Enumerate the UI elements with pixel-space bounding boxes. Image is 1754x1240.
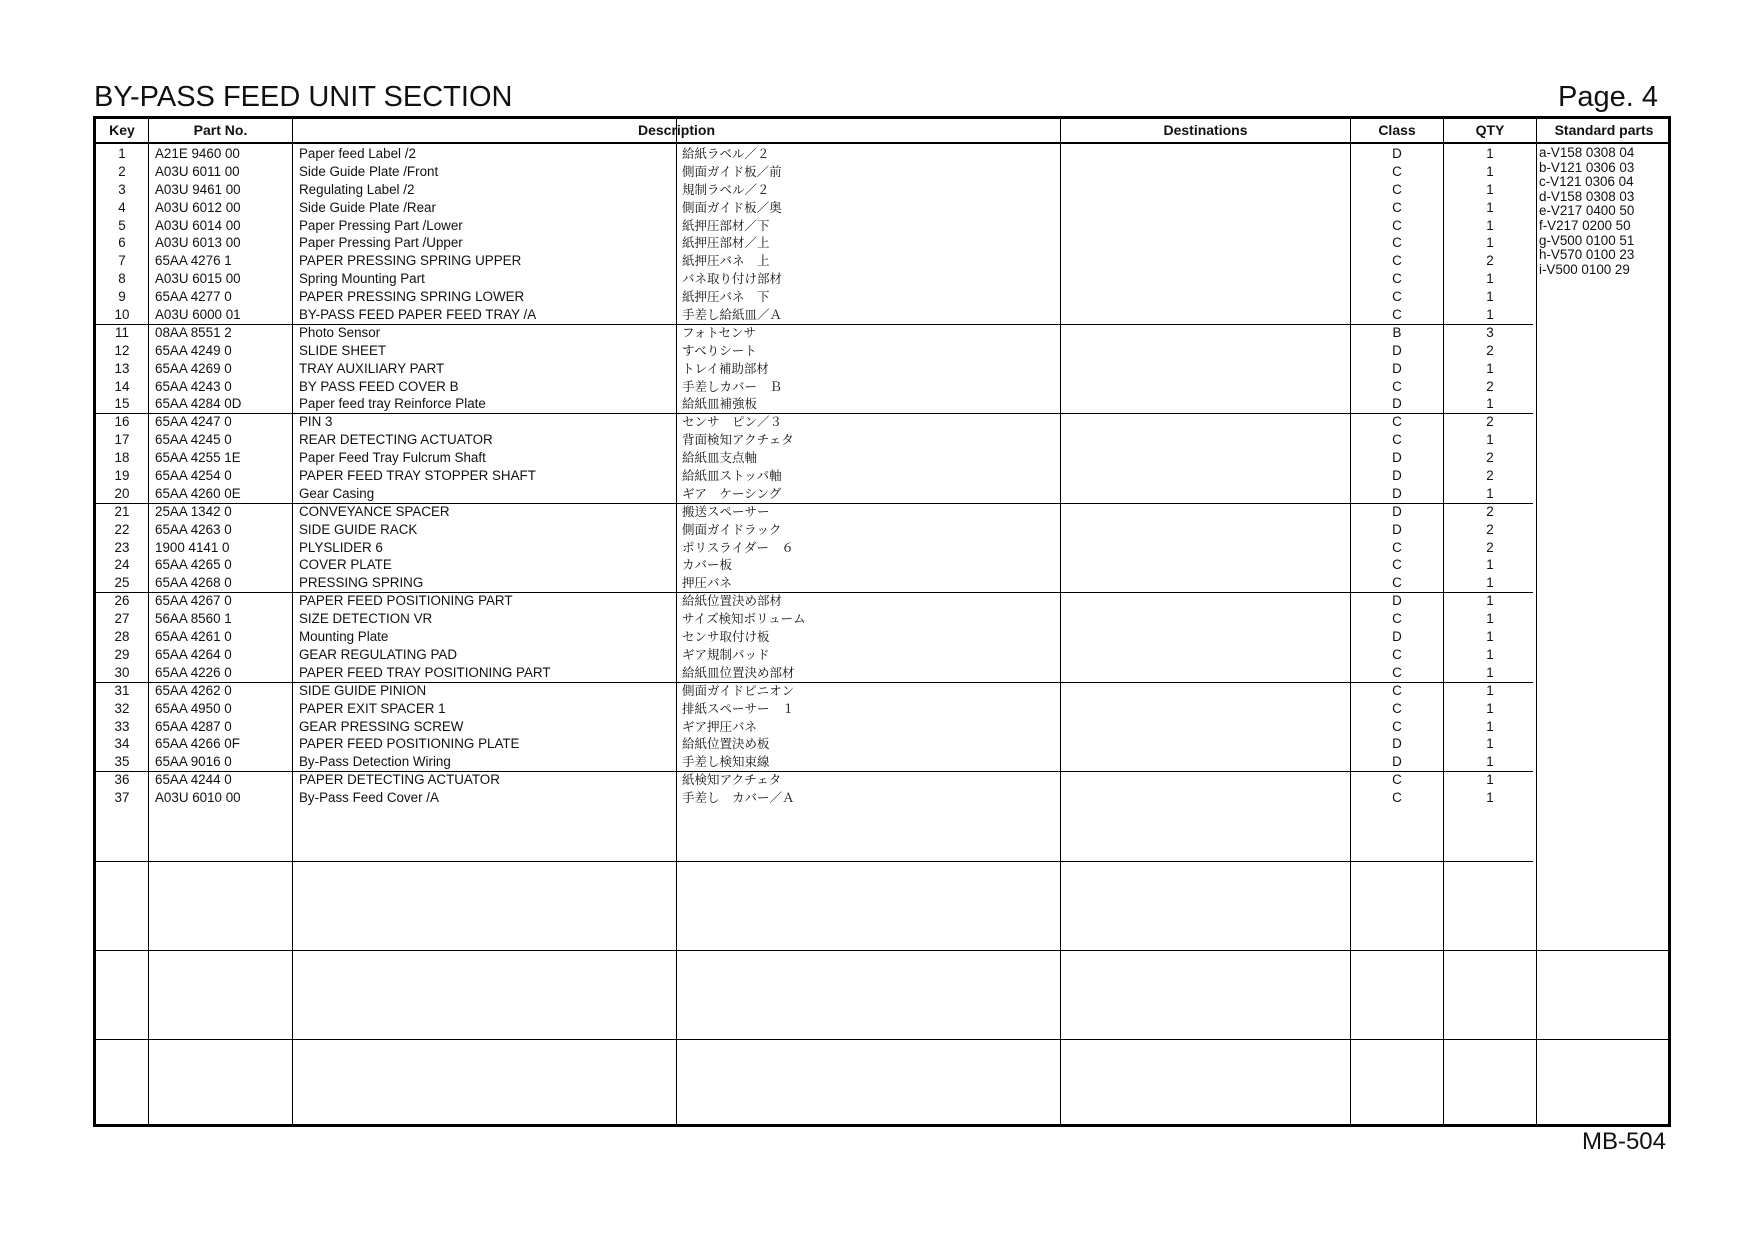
table-row <box>96 700 1533 718</box>
table-row <box>96 789 1533 807</box>
class-cell: C <box>1392 307 1402 323</box>
class-cell: B <box>1392 324 1402 340</box>
table-row <box>96 574 1533 592</box>
standard-part-item: a-V158 0308 04 <box>1539 145 1635 160</box>
description-cell: By-Pass Detection Wiring <box>299 754 451 770</box>
class-cell: D <box>1392 629 1402 645</box>
part-number-cell: 65AA 4276 1 <box>155 253 232 269</box>
key-cell: 16 <box>114 414 130 430</box>
table-row <box>96 735 1533 753</box>
standard-part-item: e-V217 0400 50 <box>1539 203 1635 219</box>
description-jp-cell: 給紙位置決め部材 <box>682 593 783 609</box>
key-cell: 26 <box>114 593 130 609</box>
qty-cell: 2 <box>1486 378 1494 394</box>
class-cell: D <box>1392 485 1402 501</box>
qty-cell: 1 <box>1486 629 1494 645</box>
part-number-cell: 1900 4141 0 <box>155 539 230 555</box>
standard-part-item: c-V121 0306 04 <box>1539 174 1634 190</box>
qty-cell: 1 <box>1486 611 1494 627</box>
qty-cell: 1 <box>1486 163 1494 179</box>
description-cell: PAPER PRESSING SPRING UPPER <box>299 253 522 269</box>
description-cell: SIDE GUIDE RACK <box>299 521 418 537</box>
description-cell: PAPER EXIT SPACER 1 <box>299 700 446 716</box>
key-cell: 32 <box>114 700 130 716</box>
description-cell: Side Guide Plate /Front <box>299 163 439 179</box>
part-number-cell: 65AA 4262 0 <box>155 682 232 698</box>
class-cell: D <box>1392 503 1402 519</box>
header-key: Key <box>109 122 135 138</box>
part-number-cell: 65AA 4255 1E <box>155 450 241 466</box>
standard-part-item: g-V500 0100 51 <box>1539 232 1635 248</box>
key-cell: 2 <box>118 163 126 179</box>
key-cell: 28 <box>114 629 130 645</box>
description-cell: SIDE GUIDE PINION <box>299 682 427 698</box>
qty-cell: 1 <box>1486 575 1494 591</box>
standard-part-item: i-V500 0100 29 <box>1539 261 1630 277</box>
description-cell: PIN 3 <box>299 414 333 430</box>
part-number-cell: 65AA 4287 0 <box>155 718 232 734</box>
qty-cell: 2 <box>1486 539 1494 555</box>
table-row <box>96 467 1533 485</box>
qty-cell: 1 <box>1486 235 1494 251</box>
header-part-no: Part No. <box>193 122 248 138</box>
part-number-cell: 65AA 4264 0 <box>155 646 232 662</box>
key-cell: 13 <box>114 360 130 376</box>
qty-cell: 1 <box>1486 199 1494 215</box>
part-number-cell: A03U 6014 00 <box>155 217 241 233</box>
part-number-cell: 65AA 4284 0D <box>155 396 242 412</box>
class-cell: C <box>1392 772 1402 788</box>
key-cell: 19 <box>114 468 130 484</box>
table-row <box>96 753 1533 771</box>
standard-part-item: h-V570 0100 23 <box>1539 247 1635 263</box>
key-cell: 20 <box>114 485 130 501</box>
part-number-cell: 65AA 4254 0 <box>155 468 232 484</box>
header-standard-parts: Standard parts <box>1554 122 1654 138</box>
qty-cell: 1 <box>1486 217 1494 233</box>
description-jp-cell: 紙押圧バネ 上 <box>682 253 770 269</box>
part-number-cell: 65AA 4277 0 <box>155 289 232 305</box>
header-qty: QTY <box>1475 122 1505 138</box>
table-row <box>96 664 1533 682</box>
qty-cell: 2 <box>1486 521 1494 537</box>
table-row <box>96 485 1533 503</box>
table-row <box>96 610 1533 628</box>
part-number-cell: 65AA 4269 0 <box>155 360 232 376</box>
header-class: Class <box>1378 122 1416 138</box>
class-cell: C <box>1392 378 1402 394</box>
class-cell: C <box>1392 432 1402 448</box>
key-cell: 25 <box>114 575 130 591</box>
table-row <box>96 628 1533 646</box>
part-number-cell: 65AA 4950 0 <box>155 700 232 716</box>
part-number-cell: 65AA 4247 0 <box>155 414 232 430</box>
key-cell: 17 <box>114 432 130 448</box>
table-row <box>96 181 1533 199</box>
column-divider <box>1536 119 1537 1124</box>
class-cell: C <box>1392 700 1402 716</box>
class-cell: D <box>1392 468 1402 484</box>
class-cell: C <box>1392 163 1402 179</box>
description-cell: Paper Feed Tray Fulcrum Shaft <box>299 450 486 466</box>
parts-rows <box>96 145 1533 807</box>
description-jp-cell: 手差し カバー／Ａ <box>682 790 795 806</box>
part-number-cell: 08AA 8551 2 <box>155 324 232 340</box>
qty-cell: 3 <box>1486 324 1494 340</box>
table-row <box>96 306 1533 324</box>
qty-cell: 1 <box>1486 146 1494 161</box>
description-jp-cell: すべりシート <box>682 342 757 358</box>
footer-code: MB-504 <box>1581 1128 1666 1155</box>
key-cell: 31 <box>114 682 130 698</box>
description-cell: GEAR REGULATING PAD <box>299 646 457 662</box>
class-cell: D <box>1392 736 1402 752</box>
description-jp-cell: 手差し給紙皿／Ａ <box>682 307 783 323</box>
table-row <box>96 163 1533 181</box>
header-description: Description <box>637 122 715 138</box>
description-jp-cell: 給紙皿位置決め部材 <box>682 664 795 680</box>
table-row <box>96 521 1533 539</box>
description-jp-cell: 規制ラベル／２ <box>682 181 770 197</box>
part-number-cell: A21E 9460 00 <box>155 146 240 161</box>
qty-cell: 1 <box>1486 557 1494 573</box>
class-cell: C <box>1392 271 1402 287</box>
qty-cell: 1 <box>1486 432 1494 448</box>
part-number-cell: 65AA 4244 0 <box>155 772 232 788</box>
description-cell: Side Guide Plate /Rear <box>299 199 436 215</box>
table-row <box>96 718 1533 736</box>
key-cell: 8 <box>118 271 126 287</box>
description-cell: REAR DETECTING ACTUATOR <box>299 432 493 448</box>
table-row <box>96 324 1533 342</box>
header-divider <box>96 142 1668 144</box>
description-cell: Mounting Plate <box>299 629 389 645</box>
description-jp-cell: 側面ガイドラック <box>682 521 782 537</box>
class-cell: C <box>1392 217 1402 233</box>
description-jp-cell: 給紙ラベル／２ <box>682 146 770 161</box>
description-jp-cell: 紙押圧バネ 下 <box>682 289 770 305</box>
description-cell: TRAY AUXILIARY PART <box>299 360 445 376</box>
key-cell: 18 <box>114 450 130 466</box>
part-number-cell: 25AA 1342 0 <box>155 503 232 519</box>
qty-cell: 2 <box>1486 450 1494 466</box>
qty-cell: 1 <box>1486 790 1494 806</box>
class-cell: C <box>1392 235 1402 251</box>
table-row <box>96 503 1533 521</box>
table-row <box>96 217 1533 235</box>
key-cell: 30 <box>114 664 130 680</box>
description-cell: PAPER FEED POSITIONING PLATE <box>299 736 520 752</box>
description-jp-cell: 側面ガイド板／前 <box>682 163 782 179</box>
description-cell: PLYSLIDER 6 <box>299 539 383 555</box>
part-number-cell: A03U 6011 00 <box>155 163 240 179</box>
part-number-cell: 65AA 4249 0 <box>155 342 232 358</box>
description-cell: Spring Mounting Part <box>299 271 425 287</box>
key-cell: 6 <box>118 235 126 251</box>
table-row <box>96 199 1533 217</box>
class-cell: C <box>1392 575 1402 591</box>
qty-cell: 1 <box>1486 646 1494 662</box>
description-cell: Gear Casing <box>299 485 375 501</box>
table-row <box>96 395 1533 413</box>
description-jp-cell: 排紙スペーサー １ <box>682 700 795 716</box>
class-cell: C <box>1392 253 1402 269</box>
description-jp-cell: ギア ケーシング <box>682 485 782 501</box>
description-cell: Regulating Label /2 <box>299 181 415 197</box>
qty-cell: 1 <box>1486 593 1494 609</box>
class-cell: D <box>1392 396 1402 412</box>
description-jp-cell: ギア規制パッド <box>682 646 770 662</box>
standard-parts-list <box>1539 146 1669 277</box>
part-number-cell: A03U 6012 00 <box>155 199 241 215</box>
part-number-cell: 65AA 9016 0 <box>155 754 232 770</box>
key-cell: 37 <box>114 790 130 806</box>
qty-cell: 1 <box>1486 485 1494 501</box>
key-cell: 14 <box>114 378 130 394</box>
description-jp-cell: 紙押圧部材／下 <box>682 217 770 233</box>
class-cell: C <box>1392 790 1402 806</box>
table-row <box>96 539 1533 557</box>
description-jp-cell: フォトセンサ <box>682 324 757 340</box>
description-cell: Paper Pressing Part /Upper <box>299 235 463 251</box>
group-divider <box>96 1039 1668 1040</box>
key-cell: 12 <box>114 342 130 358</box>
table-row <box>96 378 1533 396</box>
description-cell: BY-PASS FEED PAPER FEED TRAY /A <box>299 307 537 323</box>
parts-table <box>93 116 1671 1127</box>
table-row <box>96 360 1533 378</box>
group-divider <box>96 950 1668 951</box>
key-cell: 36 <box>114 772 130 788</box>
key-cell: 23 <box>114 539 130 555</box>
description-jp-cell: 給紙皿ストッパ軸 <box>682 468 782 484</box>
qty-cell: 1 <box>1486 736 1494 752</box>
class-cell: D <box>1392 342 1402 358</box>
page-title: BY-PASS FEED UNIT SECTION <box>94 81 513 113</box>
description-cell: BY PASS FEED COVER B <box>299 378 459 394</box>
table-row <box>96 449 1533 467</box>
class-cell: C <box>1392 718 1402 734</box>
description-cell: Photo Sensor <box>299 324 381 340</box>
class-cell: D <box>1392 450 1402 466</box>
qty-cell: 1 <box>1486 754 1494 770</box>
key-cell: 35 <box>114 754 130 770</box>
description-cell: PAPER FEED POSITIONING PART <box>299 593 513 609</box>
description-jp-cell: トレイ補助部材 <box>682 360 769 376</box>
table-row <box>96 145 1533 163</box>
qty-cell: 1 <box>1486 718 1494 734</box>
key-cell: 7 <box>118 253 126 269</box>
key-cell: 21 <box>114 503 130 519</box>
key-cell: 5 <box>118 217 126 233</box>
qty-cell: 1 <box>1486 772 1494 788</box>
table-row <box>96 682 1533 700</box>
qty-cell: 2 <box>1486 342 1494 358</box>
part-number-cell: 65AA 4226 0 <box>155 664 232 680</box>
class-cell: C <box>1392 199 1402 215</box>
description-cell: PAPER PRESSING SPRING LOWER <box>299 289 525 305</box>
class-cell: D <box>1392 360 1402 376</box>
key-cell: 29 <box>114 646 130 662</box>
table-row <box>96 288 1533 306</box>
class-cell: C <box>1392 414 1402 430</box>
table-row <box>96 234 1533 252</box>
part-number-cell: 65AA 4243 0 <box>155 378 232 394</box>
description-cell: PAPER FEED TRAY POSITIONING PART <box>299 664 551 680</box>
header-destinations: Destinations <box>1163 122 1248 138</box>
key-cell: 22 <box>114 521 130 537</box>
qty-cell: 1 <box>1486 682 1494 698</box>
description-jp-cell: 押圧バネ <box>682 575 733 591</box>
description-cell: By-Pass Feed Cover /A <box>299 790 439 806</box>
table-row <box>96 270 1533 288</box>
part-number-cell: 65AA 4265 0 <box>155 557 232 573</box>
description-jp-cell: 搬送スペーサー <box>682 503 770 519</box>
qty-cell: 1 <box>1486 271 1494 287</box>
table-row <box>96 431 1533 449</box>
qty-cell: 2 <box>1486 503 1494 519</box>
key-cell: 34 <box>114 736 130 752</box>
qty-cell: 1 <box>1486 307 1494 323</box>
class-cell: C <box>1392 611 1402 627</box>
description-cell: Paper Pressing Part /Lower <box>299 217 463 233</box>
part-number-cell: A03U 6015 00 <box>155 271 241 287</box>
class-cell: D <box>1392 521 1402 537</box>
description-cell: SLIDE SHEET <box>299 342 387 358</box>
key-cell: 3 <box>118 181 126 197</box>
class-cell: C <box>1392 289 1402 305</box>
key-cell: 27 <box>114 611 130 627</box>
class-cell: C <box>1392 664 1402 680</box>
part-number-cell: 56AA 8560 1 <box>155 611 232 627</box>
key-cell: 4 <box>118 199 126 215</box>
table-row <box>96 413 1533 431</box>
part-number-cell: 65AA 4260 0E <box>155 485 241 501</box>
class-cell: C <box>1392 646 1402 662</box>
standard-part-item: f-V217 0200 50 <box>1539 217 1631 233</box>
qty-cell: 1 <box>1486 360 1494 376</box>
qty-cell: 1 <box>1486 289 1494 305</box>
qty-cell: 2 <box>1486 253 1494 269</box>
key-cell: 9 <box>118 289 126 305</box>
class-cell: C <box>1392 557 1402 573</box>
description-cell: Paper feed tray Reinforce Plate <box>299 396 486 412</box>
description-cell: PAPER DETECTING ACTUATOR <box>299 772 500 788</box>
description-cell: PAPER FEED TRAY STOPPER SHAFT <box>299 468 536 484</box>
description-jp-cell: 側面ガイドピニオン <box>682 682 795 698</box>
class-cell: C <box>1392 539 1402 555</box>
part-number-cell: 65AA 4263 0 <box>155 521 232 537</box>
key-cell: 1 <box>118 146 126 161</box>
description-cell: CONVEYANCE SPACER <box>299 503 450 519</box>
qty-cell: 1 <box>1486 396 1494 412</box>
description-jp-cell: 給紙皿補強板 <box>682 396 758 412</box>
qty-cell: 1 <box>1486 700 1494 716</box>
description-jp-cell: センサ ピン／３ <box>682 414 783 430</box>
table-row <box>96 252 1533 270</box>
standard-part-item: b-V121 0306 03 <box>1539 159 1635 175</box>
description-jp-cell: 給紙位置決め板 <box>682 736 770 752</box>
standard-part-item: d-V158 0308 03 <box>1539 188 1635 204</box>
description-jp-cell: カバー板 <box>682 557 733 573</box>
description-jp-cell: ギア押圧バネ <box>682 718 758 734</box>
part-number-cell: A03U 6013 00 <box>155 235 241 251</box>
part-number-cell: A03U 9461 00 <box>155 181 241 197</box>
qty-cell: 2 <box>1486 468 1494 484</box>
description-jp-cell: 紙押圧部材／上 <box>682 235 770 251</box>
key-cell: 15 <box>114 396 130 412</box>
description-cell: COVER PLATE <box>299 557 392 573</box>
class-cell: D <box>1392 593 1402 609</box>
key-cell: 24 <box>114 557 130 573</box>
class-cell: D <box>1392 754 1402 770</box>
part-number-cell: 65AA 4267 0 <box>155 593 232 609</box>
description-jp-cell: バネ取り付け部材 <box>682 271 783 287</box>
qty-cell: 1 <box>1486 181 1494 197</box>
class-cell: D <box>1392 146 1402 161</box>
description-jp-cell: センサ取付け板 <box>682 629 770 645</box>
description-jp-cell: 手差しカバー Ｂ <box>682 378 783 394</box>
part-number-cell: 65AA 4268 0 <box>155 575 232 591</box>
description-jp-cell: 給紙皿支点軸 <box>682 450 758 466</box>
table-row <box>96 592 1533 610</box>
table-row <box>96 771 1533 789</box>
part-number-cell: 65AA 4266 0F <box>155 736 240 752</box>
description-jp-cell: 背面検知アクチェタ <box>682 432 794 448</box>
key-cell: 11 <box>115 324 129 340</box>
part-number-cell: 65AA 4245 0 <box>155 432 232 448</box>
qty-cell: 1 <box>1486 664 1494 680</box>
page-number: Page. 4 <box>1558 81 1658 113</box>
description-cell: GEAR PRESSING SCREW <box>299 718 464 734</box>
description-jp-cell: 紙検知アクチェタ <box>682 772 782 788</box>
class-cell: C <box>1392 181 1402 197</box>
description-cell: SIZE DETECTION VR <box>299 611 433 627</box>
group-divider <box>96 861 1533 862</box>
key-cell: 33 <box>114 718 130 734</box>
part-number-cell: A03U 6010 00 <box>155 790 241 806</box>
description-jp-cell: 手差し検知束線 <box>682 754 770 770</box>
part-number-cell: A03U 6000 01 <box>155 307 241 323</box>
qty-cell: 2 <box>1486 414 1494 430</box>
part-number-cell: 65AA 4261 0 <box>155 629 232 645</box>
class-cell: C <box>1392 682 1402 698</box>
description-jp-cell: 側面ガイド板／奥 <box>682 199 782 215</box>
table-row <box>96 556 1533 574</box>
description-cell: Paper feed Label /2 <box>299 146 416 161</box>
description-jp-cell: サイズ検知ボリューム <box>682 611 806 627</box>
table-row <box>96 342 1533 360</box>
key-cell: 10 <box>114 307 130 323</box>
description-cell: PRESSING SPRING <box>299 575 424 591</box>
table-row <box>96 646 1533 664</box>
description-jp-cell: ポリスライダー ６ <box>682 539 794 555</box>
